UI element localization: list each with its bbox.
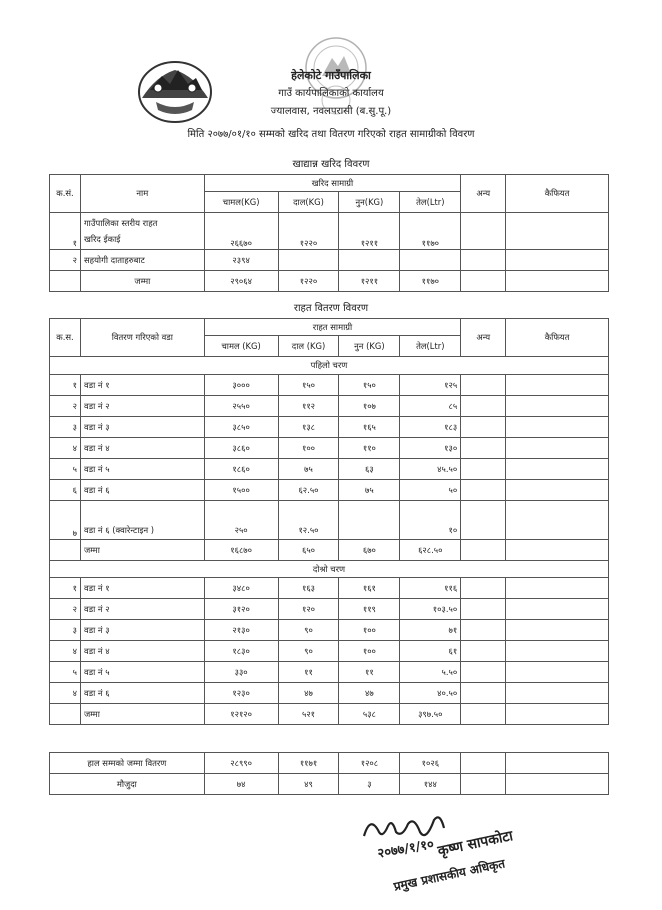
signatory-title: प्रमुख प्रशासकीय अधिकृत [392, 856, 507, 894]
table-row: १ वडा नं १ ३००० १५० १५० १२५ [50, 375, 609, 396]
phase2-label: दोश्रो चरण [50, 561, 609, 578]
signatory-name: कृष्ण सापकोटा [436, 828, 515, 860]
col-item-lentil: दाल (KG) [278, 336, 339, 357]
col-item-rice: चामल (KG) [204, 336, 278, 357]
col-item-lentil: दाल(KG) [278, 192, 339, 213]
summary-table [49, 752, 609, 795]
table-row: ४ वडा नं ६ १२३० ४७ ४७ ४०.५० [50, 683, 609, 704]
signature-date: २०७७/१/१० [376, 837, 436, 862]
col-other: अन्य [461, 175, 506, 213]
col-sn: क.सं. [50, 175, 81, 213]
total-row: जम्मा २९०६४ १२२० १२११ ११७० [50, 271, 609, 292]
office-subtitle: गाउँ कार्यपालिकाको कार्यालय [278, 88, 384, 99]
purchase-table [49, 174, 609, 292]
phase1-label: पहिलो चरण [50, 357, 609, 375]
col-other: अन्य [461, 319, 506, 357]
summary-total-row: हाल सम्मको जम्मा वितरण २८९९० ११७१ १२०८ १०२६ [50, 753, 609, 774]
table-row: ५ वडा नं ५ १८६० ७५ ६३ ४५.५० [50, 459, 609, 480]
col-item-oil: तेल(Ltr) [400, 192, 461, 213]
table-row: २ वडा नं २ २५५० ११२ १०७ ८५ [50, 396, 609, 417]
total-row: जम्मा १२१२० ५२१ ५३८ ३९७.५० [50, 704, 609, 725]
col-sn: क.स. [50, 319, 81, 357]
col-ward: वितरण गरिएको वडा [80, 319, 204, 357]
table-row: १ वडा नं १ ३४८० १६३ १६१ ११६ [50, 578, 609, 599]
table-row: ५ वडा नं ५ ३३० ११ ११ ५.५० [50, 662, 609, 683]
office-name: हेलेकोटे गाउँपालिका [291, 69, 371, 82]
summary-stock-row: मौजुदा ७४ ४९ ३ १४४ [50, 774, 609, 795]
report-title: मिति २०७७/०१/१० सम्मको खरिद तथा वितरण गरिएको राहत सामाग्रीको विवरण [187, 129, 475, 140]
total-row: जम्मा १६८७० ६५० ६७० ६२८.५० [50, 540, 609, 561]
distribution-group-label: राहत सामाग्री [204, 319, 461, 336]
table-row: ३ वडा नं ३ २१३० ९० १०० ७१ [50, 620, 609, 641]
col-item-salt: नुन (KG) [339, 336, 400, 357]
col-item-oil: तेल(Ltr) [400, 336, 461, 357]
col-name: नाम [80, 175, 204, 213]
table-row: २ वडा नं २ ३१२० १२० ११९ १०३.५० [50, 599, 609, 620]
distribution-heading: राहत वितरण विवरण [293, 303, 369, 314]
col-item-salt: नुन(KG) [339, 192, 400, 213]
purchase-group-label: खरिद सामाग्री [204, 175, 461, 192]
table-row: ७ वडा नं ६ (क्वारेन्टाइन ) २५० १२.५० १० [50, 501, 609, 540]
col-remarks: कैफियत [506, 175, 609, 213]
table-row: १ गाउँपालिका स्तरीय राहत खरिद ईकाई २६६७० १२२० १२११ ११७० [50, 213, 609, 250]
col-item-rice: चामल(KG) [204, 192, 278, 213]
table-row: ४ वडा नं ४ १८३० ९० १०० ६१ [50, 641, 609, 662]
purchase-heading: खाद्यान्न खरिद विवरण [292, 159, 370, 170]
office-address: ज्यालवास, नवलपरासी (ब.सु.पू.) [270, 106, 392, 117]
distribution-table [49, 318, 609, 725]
table-row: २ सहयोगी दाताहरुबाट २३९४ [50, 250, 609, 271]
table-row: ६ वडा नं ६ १५०० ६२.५० ७५ ५० [50, 480, 609, 501]
table-row: ३ वडा नं ३ ३८५० १३८ १६५ १८३ [50, 417, 609, 438]
table-row: ४ वडा नं ४ ३८६० १०० ११० १३० [50, 438, 609, 459]
col-remarks: कैफियत [506, 319, 609, 357]
